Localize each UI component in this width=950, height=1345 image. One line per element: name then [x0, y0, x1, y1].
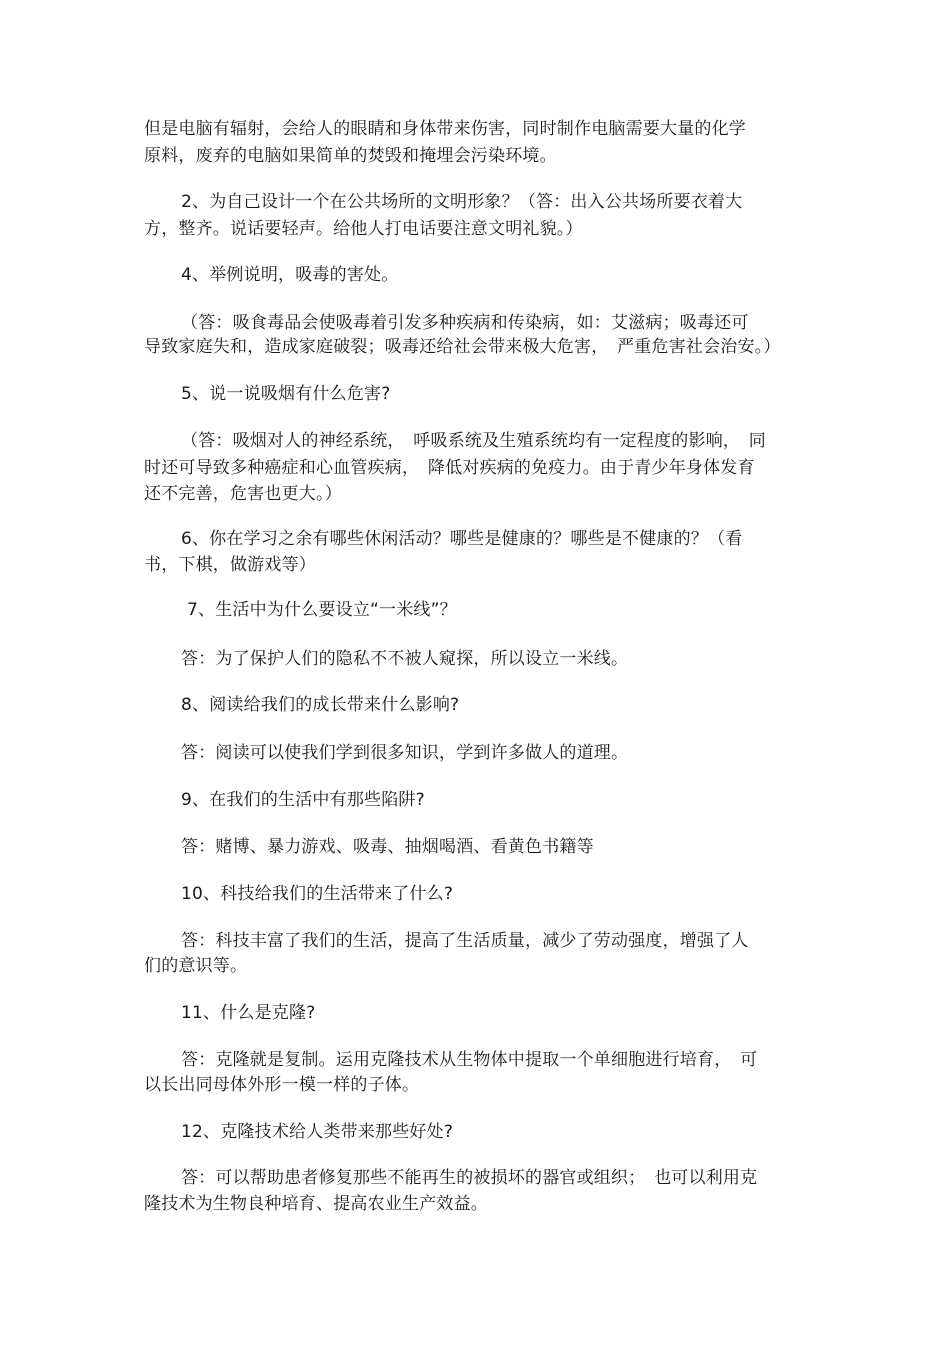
- text-line: 导致家庭失和，造成家庭破裂；吸毒还给社会带来极大危害， 严重危害社会治安。）: [144, 337, 781, 357]
- question-6: 6、你在学习之余有哪些休闲活动？哪些是健康的？哪些是不健康的？（看: [181, 529, 743, 549]
- question-10: 10、科技给我们的生活带来了什么?: [181, 884, 454, 904]
- answer-7: 答：为了保护人们的隐私不不被人窥探，所以设立一米线。: [181, 649, 629, 669]
- question-4: 4、举例说明，吸毒的害处。: [181, 265, 399, 285]
- text-line: 们的意识等。: [144, 956, 248, 976]
- answer-9: 答：赌博、暴力游戏、吸毒、抽烟喝酒、看黄色书籍等: [181, 837, 594, 857]
- text-line: 隆技术为生物良种培育、提高农业生产效益。: [144, 1194, 488, 1214]
- question-5: 5、说一说吸烟有什么危害?: [181, 384, 391, 404]
- answer-10: 答：科技丰富了我们的生活，提高了生活质量，减少了劳动强度，增强了人: [181, 931, 749, 951]
- question-9: 9、在我们的生活中有那些陷阱?: [181, 790, 425, 810]
- question-7: 7、生活中为什么要设立“一米线”？: [187, 600, 457, 620]
- question-12: 12、克隆技术给人类带来那些好处?: [181, 1122, 454, 1142]
- text-line: 以长出同母体外形一模一样的子体。: [144, 1075, 420, 1095]
- question-2: 2、为自己设计一个在公共场所的文明形象？（答：出入公共场所要衣着大: [181, 192, 743, 212]
- text-line: 原料，废弃的电脑如果简单的焚毁和掩埋会污染环境。: [144, 146, 557, 166]
- answer-8: 答：阅读可以使我们学到很多知识，学到许多做人的道理。: [181, 743, 629, 763]
- answer-4: （答：吸食毒品会使吸毒着引发多种疾病和传染病，如：艾滋病；吸毒还可: [181, 313, 749, 333]
- answer-11: 答：克隆就是复制。运用克隆技术从生物体中提取一个单细胞进行培育， 可: [181, 1050, 758, 1070]
- text-line: 书，下棋，做游戏等）: [144, 555, 316, 575]
- text-line: 但是电脑有辐射，会给人的眼睛和身体带来伤害，同时制作电脑需要大量的化学: [144, 119, 746, 139]
- answer-12: 答：可以帮助患者修复那些不能再生的被损坏的器官或组织； 也可以利用克: [181, 1168, 758, 1188]
- text-line: 还不完善，危害也更大。）: [144, 484, 342, 504]
- text-line: 时还可导致多种癌症和心血管疾病， 降低对疾病的免疫力。由于青少年身体发育: [144, 458, 755, 478]
- answer-5: （答：吸烟对人的神经系统， 呼吸系统及生殖系统均有一定程度的影响， 同: [181, 431, 766, 451]
- text-line: 方，整齐。说话要轻声。给他人打电话要注意文明礼貌。）: [144, 219, 583, 239]
- question-8: 8、阅读给我们的成长带来什么影响?: [181, 695, 460, 715]
- question-11: 11、什么是克隆?: [181, 1003, 316, 1023]
